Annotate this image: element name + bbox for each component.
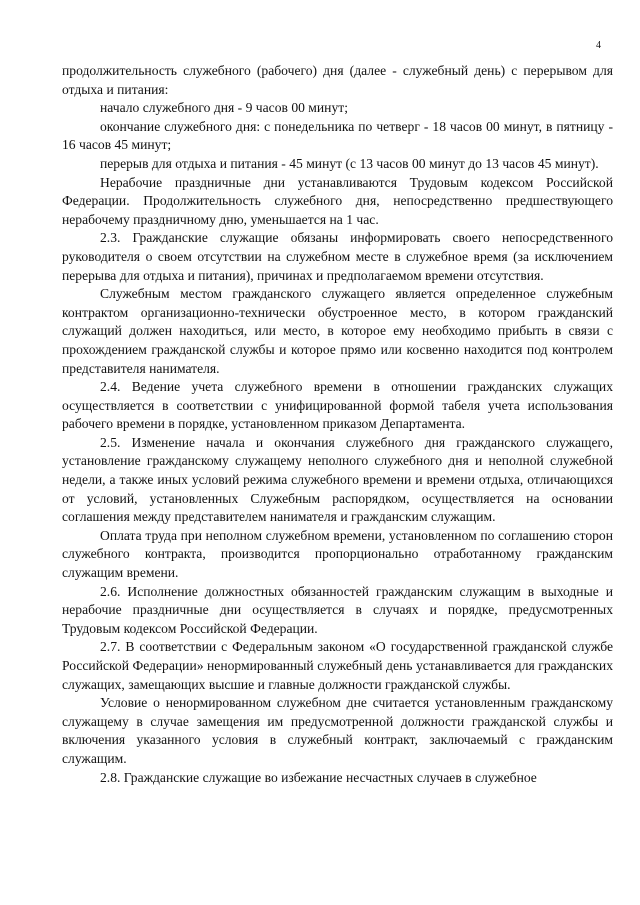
paragraph-holidays: Нерабочие праздничные дни устанавливаются Трудовым кодексом Российской Федерации. Продолжительность служебного дня, непосредственно предшествующего нерабочему праздничному дню, уменьшается на 1 час. xyxy=(62,174,613,227)
page-number: 4 xyxy=(596,40,601,51)
paragraph-workplace: Служебным местом гражданского служащего является определенное служебным контрактом организационно-технически обустроенное место, в котором гражданский служащий должен находиться, или место, в которое ему необходимо прибыть в связи с прохождением гражданской службы и которое прямо или косвенно находится под контролем представителя нанимателя. xyxy=(62,286,613,376)
paragraph-2-4: 2.4. Ведение учета служебного времени в отношении гражданских служащих осуществляется в соответствии с унифицированной формой табеля учета использования рабочего времени в порядке, установленном приказом Департамента. xyxy=(62,379,613,432)
paragraph-2-7: 2.7. В соответствии с Федеральным законом «О государственной гражданской службе Российской Федерации» ненормированный служебный день устанавливается для гражданских служащих, замещающих высшие и главные должности гражданской службы. xyxy=(62,639,613,692)
paragraph-part-time-pay: Оплата труда при неполном служебном времени, установленном по соглашению сторон служебного контракта, производится пропорционально отработанному гражданским служащим времени. xyxy=(62,527,613,581)
paragraph-day-start: начало служебного дня - 9 часов 00 минут; xyxy=(100,100,348,116)
paragraph-irregular-day: Условие о ненормированном служебном дне считается установленным гражданскому служащему в случае замещения им предусмотренной должности гражданской службы и включения указанного условия в служебный контракт, заключаемый с гражданским служащим. xyxy=(62,695,613,766)
paragraph-2-3: 2.3. Гражданские служащие обязаны информировать своего непосредственного руководителя о своем отсутствии на служебном месте в служебное время (за исключением перерыва для отдыха и питания), причинах и предполагаемом времени отсутствия. xyxy=(62,230,613,283)
paragraph-day-end: окончание служебного дня: с понедельника по четверг - 18 часов 00 минут, в пятницу - 16 часов 45 минут; xyxy=(62,118,613,153)
document-body xyxy=(62,62,613,787)
paragraph-2-8: 2.8. Гражданские служащие во избежание несчастных случаев в служебное xyxy=(100,769,537,785)
paragraph-2-6: 2.6. Исполнение должностных обязанностей гражданским служащим в выходные и нерабочие праздничные дни осуществляется в случаях и порядке, предусмотренных Трудовым кодексом Российской Федерации. xyxy=(62,583,613,636)
paragraph-2-5: 2.5. Изменение начала и окончания служебного дня гражданского служащего, установление гражданскому служащему неполного служебного дня и неполной служебной недели, а также иных условий режима служебного времени и времени отдыха, отличающихся от условий, установленных Служебным распорядком, осуществляется на основании соглашения между представителем нанимателя и гражданским служащим. xyxy=(62,434,613,525)
paragraph-work-day-duration: продолжительность служебного (рабочего) дня (далее - служебный день) с перерывом для отдыха и питания: xyxy=(62,63,613,97)
paragraph-lunch-break: перерыв для отдыха и питания - 45 минут (с 13 часов 00 минут до 13 часов 45 минут). xyxy=(100,155,599,171)
